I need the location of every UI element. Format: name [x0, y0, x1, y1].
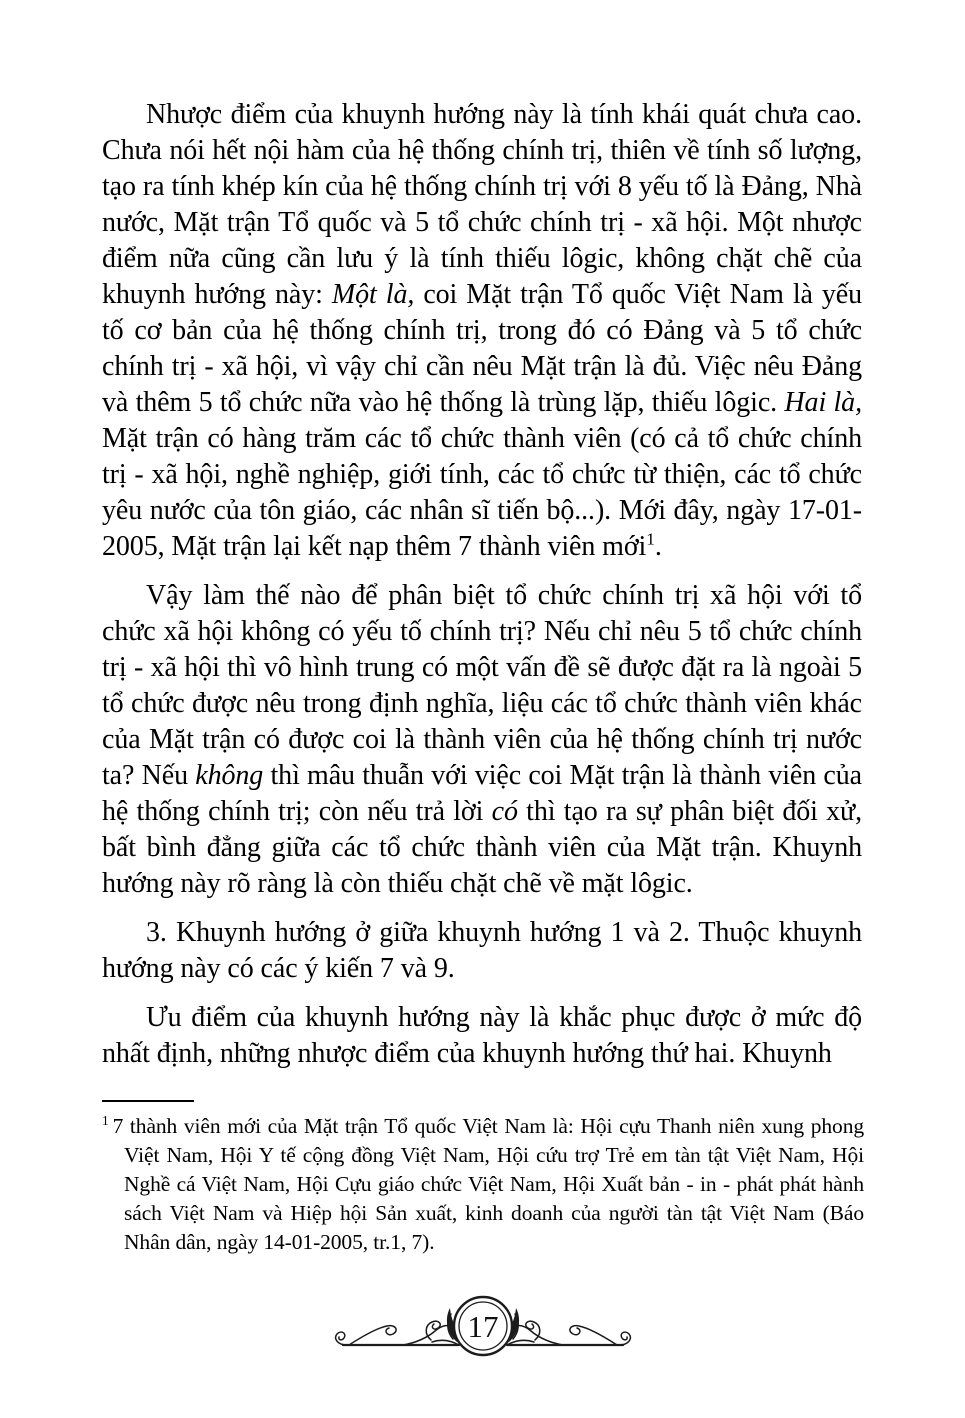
body-run: Nhược điểm của khuynh hướng này là tính khái quát chưa cao. Chưa nói hết nội hàm của hệ thống chính trị, thiên về tính số lượng, tạo ra tính khép kín của hệ thống chính trị với 8 yếu tố là Đảng, Nhà nước, Mặt trận Tổ quốc và 5 tổ chức chính trị - xã hội. Một nhược điểm nữa cũng cần lưu ý là tính thiếu lôgic, không chặt chẽ của khuynh hướng này:: [102, 99, 862, 310]
paragraph: [102, 1000, 862, 1072]
footnote-area: [102, 1100, 864, 1257]
paragraph: [102, 915, 862, 987]
emphasis-text: Hai là,: [784, 387, 862, 418]
emphasis-text: có: [491, 796, 518, 827]
body-run: Ưu điểm của khuynh hướng này là khắc phục được ở mức độ nhất định, những nhược điểm của khuynh hướng thứ hai. Khuynh: [102, 1002, 862, 1069]
emphasis-text: không: [195, 760, 264, 791]
footnote-reference: 1: [646, 529, 655, 549]
paragraph: [102, 578, 862, 902]
footnote-marker: 1: [102, 1112, 109, 1128]
footnote-separator-rule: [102, 1100, 194, 1102]
paragraph: [102, 97, 862, 565]
body-run: thì tạo ra sự phân biệt đối xử, bất bình đẳng giữa các tổ chức thành viên của Mặt trận. Khuynh hướng này rõ ràng là còn thiếu chặt chẽ về mặt lôgic.: [102, 796, 863, 899]
footnote-text: [102, 1112, 864, 1257]
footnote-body: 7 thành viên mới của Mặt trận Tổ quốc Việt Nam là: Hội cựu Thanh niên xung phong Việt Nam, Hội Y tế cộng đồng Việt Nam, Hội cứu trợ Trẻ em tàn tật Việt Nam, Hội Nghề cá Việt Nam, Hội Cựu giáo chức Việt Nam, Hội Xuất bản - in - phát phát hành sách Việt Nam và Hiệp hội Sản xuất, kinh doanh của người tàn tật Việt Nam (Báo Nhân dân, ngày 14-01-2005, tr.1, 7).: [112, 1114, 864, 1254]
body-run: .: [654, 531, 662, 562]
body-run: 3. Khuynh hướng ở giữa khuynh hướng 1 và 2. Thuộc khuynh hướng này có các ý kiến 7 và 9.: [102, 917, 862, 984]
body-run: Vậy làm thế nào để phân biệt tổ chức chính trị xã hội với tổ chức xã hội không có yếu tố chính trị? Nếu chỉ nêu 5 tổ chức chính trị - xã hội thì vô hình trung có một vấn đề sẽ được đặt ra là ngoài 5 tổ chức được nêu trong định nghĩa, liệu các tổ chức thành viên khác của Mặt trận có được coi là thành viên của hệ thống chính trị nước ta? Nếu: [102, 580, 862, 791]
body-text: [102, 97, 862, 1085]
emphasis-text: Một là,: [331, 279, 415, 310]
ornament-flourish-left: [336, 1308, 463, 1345]
body-run: thì mâu thuẫn với việc coi Mặt trận là thành viên của hệ thống chính trị; còn nếu trả lời: [102, 760, 862, 827]
body-run: coi Mặt trận Tổ quốc Việt Nam là yếu tố cơ bản của hệ thống chính trị, trong đó có Đảng và 5 tổ chức chính trị - xã hội, vì vậy chỉ cần nêu Mặt trận là đủ. Việc nêu Đảng và thêm 5 tổ chức nữa vào hệ thống là trùng lặp, thiếu lôgic.: [102, 279, 863, 418]
page-number: 17: [467, 1309, 499, 1344]
body-run: Mặt trận có hàng trăm các tổ chức thành viên (có cả tổ chức chính trị - xã hội, nghề nghiệp, giới tính, các tổ chức từ thiện, các tổ chức yêu nước của tôn giáo, các nhân sĩ tiến bộ...). Mới đây, ngày 17-01-2005, Mặt trận lại kết nạp thêm 7 thành viên mới: [102, 423, 862, 562]
page-number-ornament: [333, 1284, 633, 1364]
